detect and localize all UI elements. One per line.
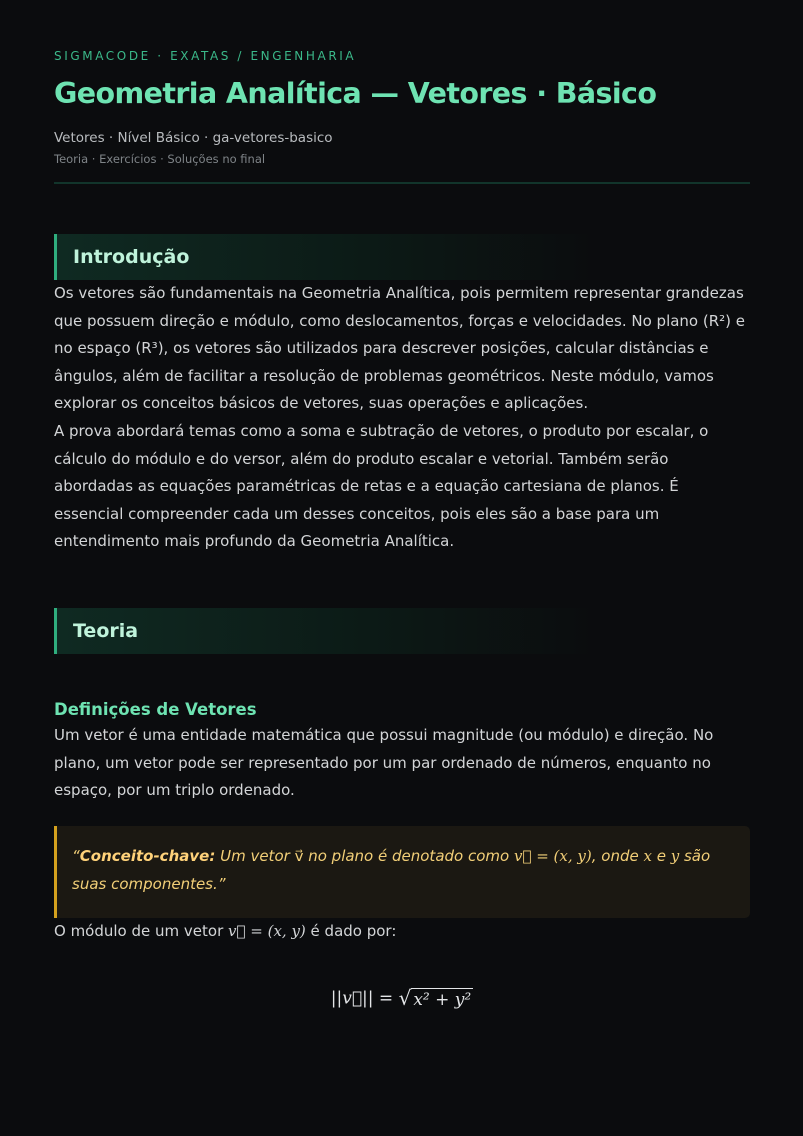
callout-open-quote: “: [72, 846, 80, 865]
math-x: x: [643, 846, 652, 865]
header-meta: Teoria · Exercícios · Soluções no final: [54, 152, 266, 166]
callout-text: [72, 842, 730, 898]
header-subtitle: Vetores · Nível Básico · ga-vetores-basico: [54, 130, 333, 146]
page-title: Geometria Analítica — Vetores · Básico: [54, 77, 657, 110]
callout-text-2: no plano é denotado como: [303, 846, 514, 865]
document-page: [54, 0, 750, 1013]
callout-text-1: Um vetor: [215, 846, 295, 865]
intro-paragraph-2: A prova abordará temas como a soma e subtração de vetores, o produto por escalar, o cálculo do módulo e do versor, além do produto escalar e vetorial. Também serão abordadas as equações paramétricas de retas e a equação cartesiana de planos. É essencial compreender cada um desses conceitos, pois eles são a base para um entendimento mais profundo da Geometria Analítica.: [54, 421, 709, 551]
intro-paragraph-1: Os vetores são fundamentais na Geometria Analítica, pois permitem representar grandezas que possuem direção e módulo, como deslocamentos, forças e velocidades. No plano (R²) e no espaço (R³), os vetores são utilizados para descrever posições, calcular distâncias e ângulos, além de facilitar a resolução de problemas geométricos. Neste módulo, vamos explorar os conceitos básicos de vetores, suas operações e aplicações.: [54, 284, 746, 413]
section-heading-label: Introdução: [73, 246, 190, 268]
math-vector-definition: v⃗ = (x, y): [513, 846, 592, 865]
definition-paragraph: Um vetor é uma entidade matemática que possui magnitude (ou módulo) e direção. No plano, um vetor pode ser representado por um par ordenado de números, enquanto no espaço, por um triplo ordenado.: [54, 725, 714, 800]
sqrt-icon: √: [398, 986, 412, 1011]
modulo-text-1: O módulo de um vetor: [54, 921, 229, 940]
section-heading-teoria: [54, 608, 750, 654]
math-y: y: [670, 846, 680, 865]
document-header: [54, 0, 750, 184]
square-root: [399, 983, 474, 1015]
callout-text-3: , onde: [591, 846, 644, 865]
key-concept-callout: [54, 826, 750, 918]
callout-text-4: e: [651, 846, 671, 865]
modulo-paragraph: [54, 918, 750, 946]
subheading-definicoes: Definições de Vetores: [54, 699, 257, 719]
section-heading-label: Teoria: [73, 619, 139, 642]
modulo-formula: [54, 983, 750, 1013]
formula-lhs: ||v⃗|| =: [330, 988, 399, 1009]
math-vector-v: v⃗: [294, 846, 304, 865]
callout-label: Conceito-chave:: [79, 846, 216, 865]
header-kicker: SIGMACODE · EXATAS / ENGENHARIA: [54, 49, 357, 63]
section-heading-introducao: [54, 234, 750, 280]
callout-text-5: são suas componentes.: [72, 846, 711, 893]
callout-close-quote: ”: [217, 874, 226, 893]
math-vector-definition: v⃗ = (x, y): [228, 921, 306, 940]
modulo-text-2: é dado por:: [305, 921, 397, 940]
formula-radicand: x² + y²: [413, 990, 472, 1011]
